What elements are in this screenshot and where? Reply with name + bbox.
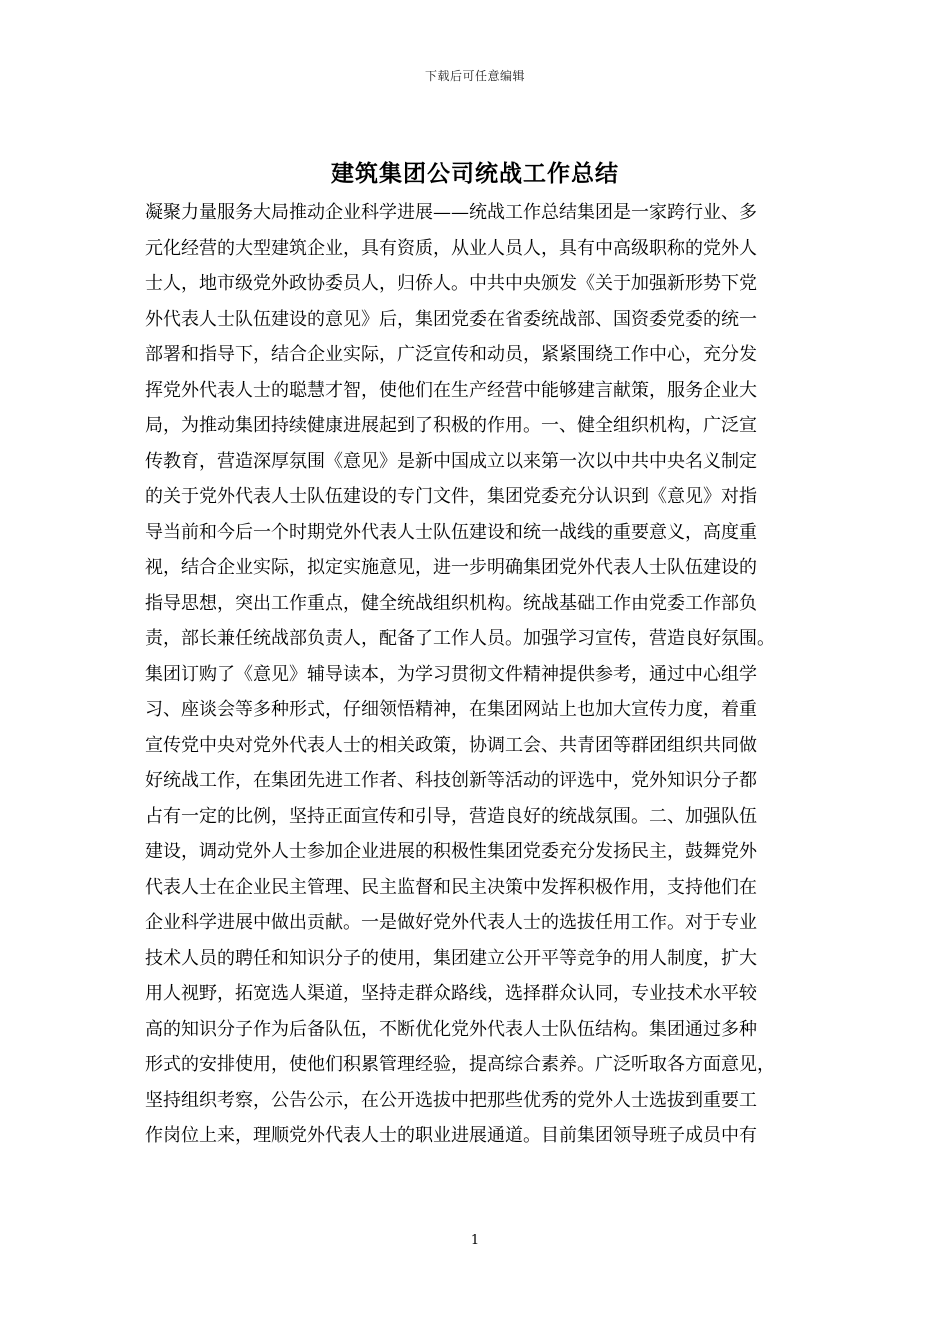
- body-text-line: 代表人士在企业民主管理、民主监督和民主决策中发挥积极作用，支持他们在: [145, 876, 757, 898]
- body-text-line: 坚持组织考察，公告公示，在公开选拔中把那些优秀的党外人士选拔到重要工: [145, 1089, 757, 1111]
- body-text-line: 技术人员的聘任和知识分子的使用，集团建立公开平等竞争的用人制度，扩大: [145, 947, 757, 969]
- page-number: 1: [470, 1233, 480, 1248]
- body-text-line: 好统战工作，在集团先进工作者、科技创新等活动的评选中，党外知识分子都: [145, 770, 757, 791]
- body-text-line: 集团订购了《意见》辅导读本，为学习贯彻文件精神提供参考，通过中心组学: [145, 663, 757, 685]
- document-body: [145, 195, 820, 1154]
- body-text-line: 高的知识分子作为后备队伍，不断优化党外代表人士队伍结构。集团通过多种: [145, 1018, 757, 1040]
- body-text-line: 外代表人士队伍建设的意见》后，集团党委在省委统战部、国资委党委的统一: [145, 308, 757, 330]
- body-text-line: 的关于党外代表人士队伍建设的专门文件，集团党委充分认识到《意见》对指: [145, 486, 757, 507]
- header-note: 下载后可任意编辑: [424, 69, 525, 83]
- body-text-line: 企业科学进展中做出贡献。一是做好党外代表人士的选拔任用工作。对于专业: [145, 912, 757, 933]
- body-text-line: 用人视野，拓宽选人渠道，坚持走群众路线，选择群众认同，专业技术水平较: [145, 983, 757, 1004]
- body-text-line: 传教育，营造深厚氛围《意见》是新中国成立以来第一次以中共中央名义制定: [145, 450, 757, 472]
- body-text-line: 占有一定的比例，坚持正面宣传和引导，营造良好的统战氛围。二、加强队伍: [145, 805, 757, 827]
- body-text-line: 指导思想，突出工作重点，健全统战组织机构。统战基础工作由党委工作部负: [145, 592, 757, 614]
- body-text-line: 部署和指导下，结合企业实际，广泛宣传和动员，紧紧围绕工作中心，充分发: [145, 344, 757, 365]
- body-text-line: 凝聚力量服务大局推动企业科学进展——统战工作总结集团是一家跨行业、多: [145, 202, 757, 223]
- body-text-line: 元化经营的大型建筑企业，具有资质，从业人员人，具有中高级职称的党外人: [145, 237, 757, 259]
- body-text-line: 形式的安排使用，使他们积累管理经验，提高综合素养。广泛听取各方面意见，: [145, 1054, 775, 1075]
- body-text-line: 宣传党中央对党外代表人士的相关政策，协调工会、共青团等群团组织共同做: [145, 734, 757, 756]
- body-text-line: 挥党外代表人士的聪慧才智，使他们在生产经营中能够建言献策，服务企业大: [145, 379, 757, 401]
- body-text-line: 士人，地市级党外政协委员人，归侨人。中共中央颁发《关于加强新形势下党: [145, 273, 757, 294]
- body-text-line: 建设，调动党外人士参加企业进展的积极性集团党委充分发扬民主，鼓舞党外: [145, 841, 757, 862]
- body-text-line: 导当前和今后一个时期党外代表人士队伍建设和统一战线的重要意义，高度重: [145, 521, 757, 543]
- body-text-line: 作岗位上来，理顺党外代表人士的职业进展通道。目前集团领导班子成员中有: [145, 1125, 757, 1146]
- body-text-line: 习、座谈会等多种形式，仔细领悟精神，在集团网站上也加大宣传力度，着重: [145, 699, 757, 720]
- body-text-line: 局，为推动集团持续健康进展起到了积极的作用。一、健全组织机构，广泛宣: [145, 415, 757, 436]
- body-text-line: 责，部长兼任统战部负责人，配备了工作人员。加强学习宣传，营造良好氛围。: [145, 628, 775, 649]
- document-title: 建筑集团公司统战工作总结: [331, 160, 619, 187]
- body-text-line: 视，结合企业实际，拟定实施意见，进一步明确集团党外代表人士队伍建设的: [145, 557, 757, 578]
